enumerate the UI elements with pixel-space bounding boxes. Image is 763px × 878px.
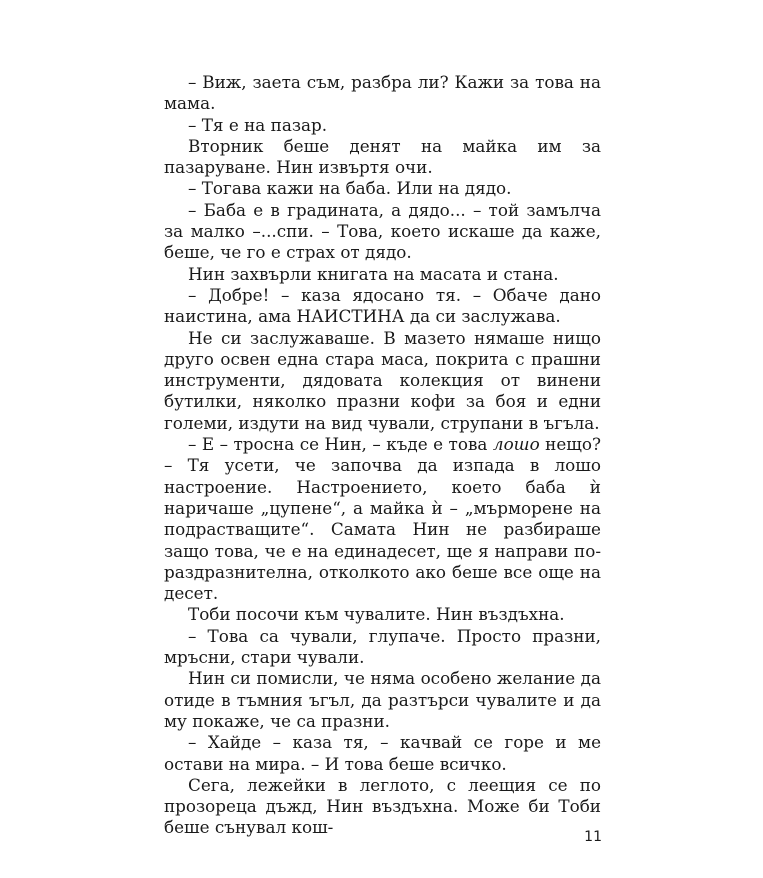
paragraph: Сега, лежейки в леглото, с леещия се по прозореца дъжд, Нин въздъхна. Може би Тоби беше сънувал кош-	[164, 774, 601, 838]
body-text	[164, 72, 601, 839]
paragraph: – Това са чували, глупаче. Просто празни, мръсни, стари чували.	[164, 625, 601, 668]
paragraph: – Виж, заета съм, разбра ли? Кажи за това на мама.	[164, 72, 601, 114]
paragraph-with-emphasis	[164, 434, 601, 604]
paragraph-text-after: нещо? – Тя усети, че започва да изпада в лошо настроение. Настроението, което баба ѝ наричаше „цупене“, а майка ѝ – „мърморене на подрастващите“. Самата Нин не разбираше защо това, че е на единадесет, ще я направи по-раздразнителна, отколкото ако беше все още на десет.	[164, 434, 601, 604]
paragraph-text-before: – Е – тросна се Нин, – къде е това	[188, 434, 493, 455]
page-number: 11	[584, 829, 602, 845]
paragraph: – Баба е в градината, а дядо... – той замълча за малко –...спи. – Това, което искаше да каже, беше, че го е страх от дядо.	[164, 199, 601, 263]
paragraph: Тоби посочи към чувалите. Нин въздъхна.	[188, 604, 565, 625]
paragraph: – Хайде – каза тя, – качвай се горе и ме остави на мира. – И това беше всичко.	[164, 732, 601, 774]
paragraph: Нин захвърли книгата на масата и стана.	[188, 263, 559, 284]
paragraph: – Добре! – каза ядосано тя. – Обаче дано наистина, ама НАИСТИНА да си заслужава.	[164, 284, 601, 327]
paragraph: – Тогава кажи на баба. Или на дядо.	[188, 178, 512, 199]
paragraph: Не си заслужаваше. В мазето нямаше нищо друго освен една стара маса, покрита с прашни инструменти, дядовата колекция от винени бутилки, няколко празни кофи за боя и едни големи, издути на вид чували, струпани в ъгъла.	[164, 327, 601, 433]
paragraph: – Тя е на пазар.	[188, 114, 328, 135]
paragraph: Вторник беше денят на майка им за пазаруване. Нин извъртя очи.	[164, 135, 601, 178]
emphasized-word: лошо	[492, 434, 540, 455]
paragraph: Нин си помисли, че няма особено желание да отиде в тъмния ъгъл, да разтърси чувалите и да му покаже, че са празни.	[164, 668, 601, 731]
